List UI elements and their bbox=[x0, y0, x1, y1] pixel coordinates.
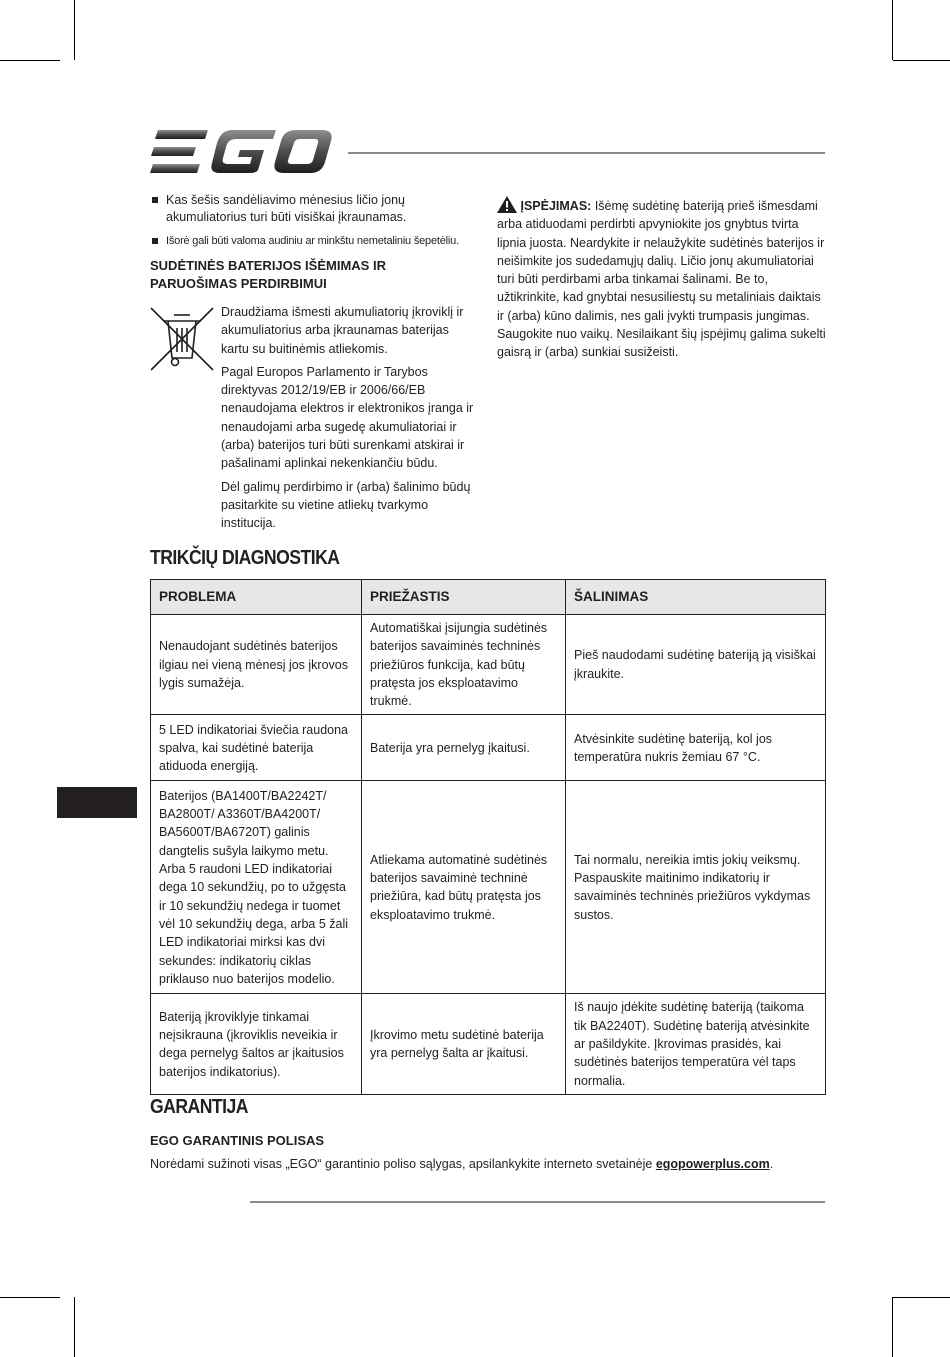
ego-logo bbox=[150, 130, 332, 174]
disposal-paragraph: Dėl galimų perdirbimo ir (arba) šalinimo būdų pasitarkite su vietine atliekų tvarkymo institucija. bbox=[221, 479, 471, 531]
table-header-row bbox=[151, 580, 826, 615]
table-cell: Tai normalu, nereikia imtis jokių veiksmų. Paspauskite maitinimo indikatorių ir savaiminės techninės priežiūros vykdymas sustos. bbox=[566, 781, 826, 994]
table-cell: Įkrovimo metu sudėtinė baterija yra pernelyg šalta ar įkaitusi. bbox=[362, 994, 566, 1094]
crop-mark-tl-h bbox=[0, 60, 60, 61]
column-header-solution: ŠALINIMAS bbox=[566, 580, 826, 615]
column-header-cause: PRIEŽASTIS bbox=[362, 580, 566, 615]
warranty-title: GARANTIJA bbox=[150, 1096, 248, 1118]
table-row bbox=[151, 781, 826, 994]
table-cell: Automatiškai įsijungia sudėtinės baterijos savaiminės techninės priežiūros funkcija, kad būtų pratęsta jos eksploatavimo trukmė. bbox=[362, 615, 566, 715]
crop-mark-tr-h bbox=[893, 60, 950, 61]
table-cell: Atliekama automatinė sudėtinės baterijos savaiminė techninė priežiūra, kad būtų pratęsta jos eksploatavimo trukmė. bbox=[362, 781, 566, 994]
troubleshooting-title: TRIKČIŲ DIAGNOSTIKA bbox=[150, 547, 340, 569]
warranty-text-after: . bbox=[769, 1157, 774, 1171]
disposal-paragraph: Draudžiama išmesti akumuliatorių įkroviklį ir akumuliatorius arba įkraunamas baterijas kartu su buitinėmis atliekomis. bbox=[221, 305, 464, 356]
warranty-text-before: Norėdami sužinoti visas „EGO“ garantinio poliso sąlygas, apsilankykite interneto svetainėje bbox=[150, 1157, 656, 1171]
disposal-paragraph: Pagal Europos Parlamento ir Tarybos direktyvas 2012/19/EB ir 2006/66/EB nenaudojama elektros ir elektronikos įranga ir nenaudojami arba sugedę akumuliatoriai ir (arba) baterijos turi būti surenkami atskirai ir pašalinami aplinkai nekenkiančiu būdu. bbox=[221, 364, 474, 471]
warning-text: Išėmę sudėtinę bateriją prieš išmesdami arba atiduodami perdirbti apvyniokite jos gnybtus tvirta lipnia juosta. Neardykite ir nelaužykite sudėtinės baterijos ir neišimkite jos sudedamųjų dalių. Ličio jonų akumuliatoriai turi būti perdirbami arba tinkamai šalinami. Be to, užtikrinkite, kad gnybtai nesusiliestų su metaliniais daiktais ir (arba) kūno dalimis, nes gali įvykti trumpasis jungimas. Saugokite nuo vaikų. Nesilaikant šių įspėjimų galima sukelti gaisrą ir (arba) sunkiai susižeisti. bbox=[497, 199, 826, 360]
list-item: Kas šešis sandėliavimo mėnesius ličio jonų akumuliatorius turi būti visiškai įkraunamas. bbox=[150, 192, 480, 226]
warranty-policy-text bbox=[150, 1157, 830, 1171]
crossed-out-wheelie-bin-icon bbox=[150, 306, 214, 372]
table-cell: Nenaudojant sudėtinės baterijos ilgiau nei vieną mėnesį jos įkrovos lygis sumažėja. bbox=[151, 615, 362, 715]
table-row bbox=[151, 615, 826, 715]
disposal-text bbox=[221, 303, 479, 538]
warning-label: ĮSPĖJIMAS: bbox=[520, 199, 592, 213]
warning-triangle-icon bbox=[497, 196, 517, 213]
warning-block bbox=[497, 196, 827, 362]
crop-mark-tr-v bbox=[892, 0, 893, 60]
table-cell: Bateriją įkroviklyje tinkamai neįsikrauna (įkroviklis neveikia ir dega pernelyg šaltos ar įkaitusios baterijos indikatorius). bbox=[151, 994, 362, 1094]
column-header-problem: PROBLEMA bbox=[151, 580, 362, 615]
table-row bbox=[151, 715, 826, 781]
crop-mark-bl-v bbox=[74, 1297, 75, 1357]
header-rule bbox=[348, 152, 825, 154]
table-cell: 5 LED indikatoriai šviečia raudona spalva, kai sudėtinė baterija atiduoda energiją. bbox=[151, 715, 362, 781]
warranty-policy-heading: EGO GARANTINIS POLISAS bbox=[150, 1133, 325, 1148]
storage-bullet-list bbox=[150, 192, 480, 257]
table-cell: Baterijos (BA1400T/BA2242T/ BA2800T/ A3360T/BA4200T/ BA5600T/BA6720T) galinis dangtelis sušyla laikymo metu. Arba 5 raudoni LED indikatoriai dega 10 sekundžių, po to užgęsta ir 10 sekundžių nedega ir tuomet vėl 10 sekundžių dega, arba 5 žali LED indikatoriai mirksi kas dvi sekundes: indikatorių ciklas priklauso nuo baterijos modelio. bbox=[151, 781, 362, 994]
table-cell: Atvėsinkite sudėtinę bateriją, kol jos temperatūra nukris žemiau 67 °C. bbox=[566, 715, 826, 781]
crop-mark-tl-v bbox=[74, 0, 75, 60]
list-item: Išorė gali būti valoma audiniu ar minkštu nemetaliniu šepetėliu. bbox=[150, 233, 480, 250]
footer-rule bbox=[250, 1201, 825, 1203]
table-cell: Iš naujo įdėkite sudėtinę bateriją (taikoma tik BA2240T). Sudėtinę bateriją atvėsinkite ar pašildykite. Įkrovimas prasidės, kai sudėtinės baterijos temperatūra vėl taps normalia. bbox=[566, 994, 826, 1094]
table-row bbox=[151, 994, 826, 1094]
crop-mark-br-v bbox=[892, 1297, 893, 1357]
table-cell: Baterija yra pernelyg įkaitusi. bbox=[362, 715, 566, 781]
crop-mark-bl-h bbox=[0, 1297, 60, 1298]
side-language-tab bbox=[57, 787, 137, 818]
crop-mark-br-h bbox=[893, 1297, 950, 1298]
warranty-website-link[interactable]: egopowerplus.com bbox=[655, 1157, 770, 1171]
troubleshooting-table bbox=[150, 579, 826, 1095]
table-cell: Pieš naudodami sudėtinę bateriją ją visiškai įkraukite. bbox=[566, 615, 826, 715]
disposal-heading: SUDĖTINĖS BATERIJOS IŠĖMIMAS IR PARUOŠIMAS PERDIRBIMUI bbox=[150, 258, 386, 291]
